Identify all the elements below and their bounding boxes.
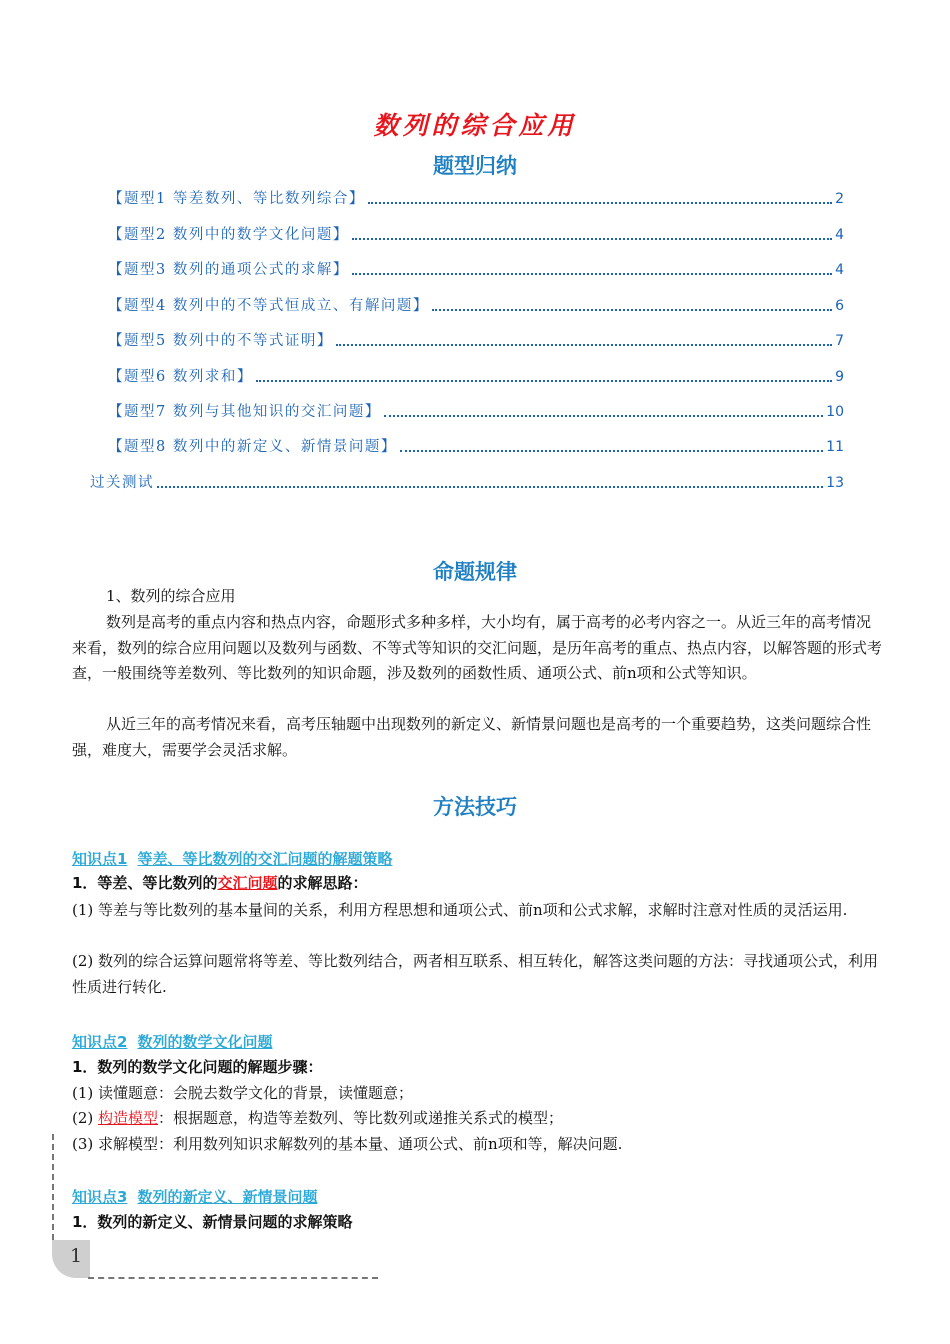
knowledge-point-3-heading	[72, 1186, 317, 1207]
rules-heading: 命题规律	[433, 560, 517, 584]
toc-leader	[336, 344, 832, 346]
kp2-highlight: 构造模型	[98, 1109, 159, 1127]
kp2-item-2-text: ：根据题意，构造等差数列、等比数列或递推关系式的模型；	[158, 1109, 564, 1127]
document-title: 数列的综合应用	[373, 111, 577, 140]
kp1-line-1-tail: 的求解思路：	[277, 874, 368, 892]
toc-entry-7[interactable]	[108, 402, 844, 422]
kp2-item-2-prefix: (2)	[72, 1109, 99, 1127]
kp-title: 数列的新定义、新情景问题	[137, 1188, 318, 1206]
toc-leader	[400, 450, 823, 452]
toc-leader	[352, 238, 832, 240]
kp-tag: 知识点2	[72, 1033, 128, 1051]
toc-leader	[157, 486, 823, 488]
kp3-line-1: 1．数列的新定义、新情景问题的求解策略	[72, 1213, 353, 1231]
toc-page: 4	[835, 227, 844, 243]
toc-page: 9	[835, 369, 844, 385]
kp2-item-1: (1) 读懂题意：会脱去数学文化的背景，读懂题意；	[72, 1084, 414, 1102]
knowledge-point-2-heading	[72, 1031, 272, 1052]
toc-entry-1[interactable]	[108, 189, 844, 209]
kp-tag: 知识点1	[72, 850, 128, 868]
toc-page: 10	[826, 404, 844, 420]
knowledge-point-1-heading	[72, 848, 392, 869]
toc-leader	[352, 273, 832, 275]
toc-entry-3[interactable]	[108, 260, 844, 280]
kp-title: 等差、等比数列的交汇问题的解题策略	[137, 850, 393, 868]
rules-paragraph-1: 数列是高考的重点内容和热点内容，命题形式多种多样，大小均有，属于高考的必考内容之一。从近三年的高考情况来看，数列的综合应用问题以及数列与函数、不等式等知识的交汇问题，是历年高考的重点、热点内容，以解答题的形式考查，一般围绕等差数列、等比数列的知识命题，涉及数列的函数性质、通项公式、前n项和公式等知识。	[72, 613, 883, 682]
toc-label: 【题型2 数列中的数学文化问题】	[108, 227, 349, 243]
kp1-item-1: (1) 等差与等比数列的基本量间的关系，利用方程思想和通项公式、前n项和公式求解，求解时注意对性质的灵活运用.	[72, 901, 848, 919]
toc-entry-test[interactable]	[90, 473, 844, 493]
page-border-vertical	[52, 1134, 54, 1240]
toc-entry-2[interactable]	[108, 225, 844, 245]
kp-title: 数列的数学文化问题	[137, 1033, 273, 1051]
kp2-line-1: 1．数列的数学文化问题的解题步骤：	[72, 1058, 323, 1076]
toc-label: 【题型7 数列与其他知识的交汇问题】	[108, 404, 381, 420]
kp1-line-1	[72, 871, 882, 897]
toc-page: 11	[826, 439, 844, 455]
kp-tag: 知识点3	[72, 1188, 128, 1206]
toc-label: 【题型8 数列中的新定义、新情景问题】	[108, 439, 397, 455]
rules-subheading: 1、数列的综合应用	[106, 587, 236, 605]
toc-page: 7	[835, 333, 844, 349]
toc-leader	[384, 415, 823, 417]
toc-label: 【题型3 数列的通项公式的求解】	[108, 262, 349, 278]
kp1-highlight: 交汇问题	[217, 874, 278, 892]
kp1-line-1-text: 1．等差、等比数列的	[72, 874, 218, 892]
kp2-item-3: (3) 求解模型：利用数列知识求解数列的基本量、通项公式、前n项和等，解决问题.	[72, 1135, 623, 1153]
toc-label: 过关测试	[90, 475, 154, 491]
toc-entry-8[interactable]	[108, 437, 844, 457]
toc-page: 6	[835, 298, 844, 314]
toc-label: 【题型4 数列中的不等式恒成立、有解问题】	[108, 298, 429, 314]
toc-leader	[432, 309, 832, 311]
toc-label: 【题型1 等差数列、等比数列综合】	[108, 191, 365, 207]
toc-leader	[368, 202, 832, 204]
toc-page: 4	[835, 262, 844, 278]
toc-entry-6[interactable]	[108, 367, 844, 387]
toc-entry-4[interactable]	[108, 296, 844, 316]
rules-paragraph-2: 从近三年的高考情况来看，高考压轴题中出现数列的新定义、新情景问题也是高考的一个重要趋势，这类问题综合性强，难度大，需要学会灵活求解。	[72, 715, 872, 759]
methods-heading: 方法技巧	[433, 795, 517, 819]
page-number: 1	[70, 1245, 83, 1267]
kp1-item-2: (2) 数列的综合运算问题常将等差、等比数列结合，两者相互联系、相互转化，解答这类问题的方法：寻找通项公式，利用性质进行转化.	[72, 952, 879, 996]
toc-label: 【题型5 数列中的不等式证明】	[108, 333, 333, 349]
kp2-item-2	[72, 1106, 882, 1132]
toc-heading: 题型归纳	[433, 154, 517, 178]
page-border-horizontal	[88, 1277, 378, 1279]
toc-leader	[256, 380, 832, 382]
toc-page: 2	[835, 191, 844, 207]
toc-label: 【题型6 数列求和】	[108, 369, 253, 385]
toc-page: 13	[826, 475, 844, 491]
toc-entry-5[interactable]	[108, 331, 844, 351]
